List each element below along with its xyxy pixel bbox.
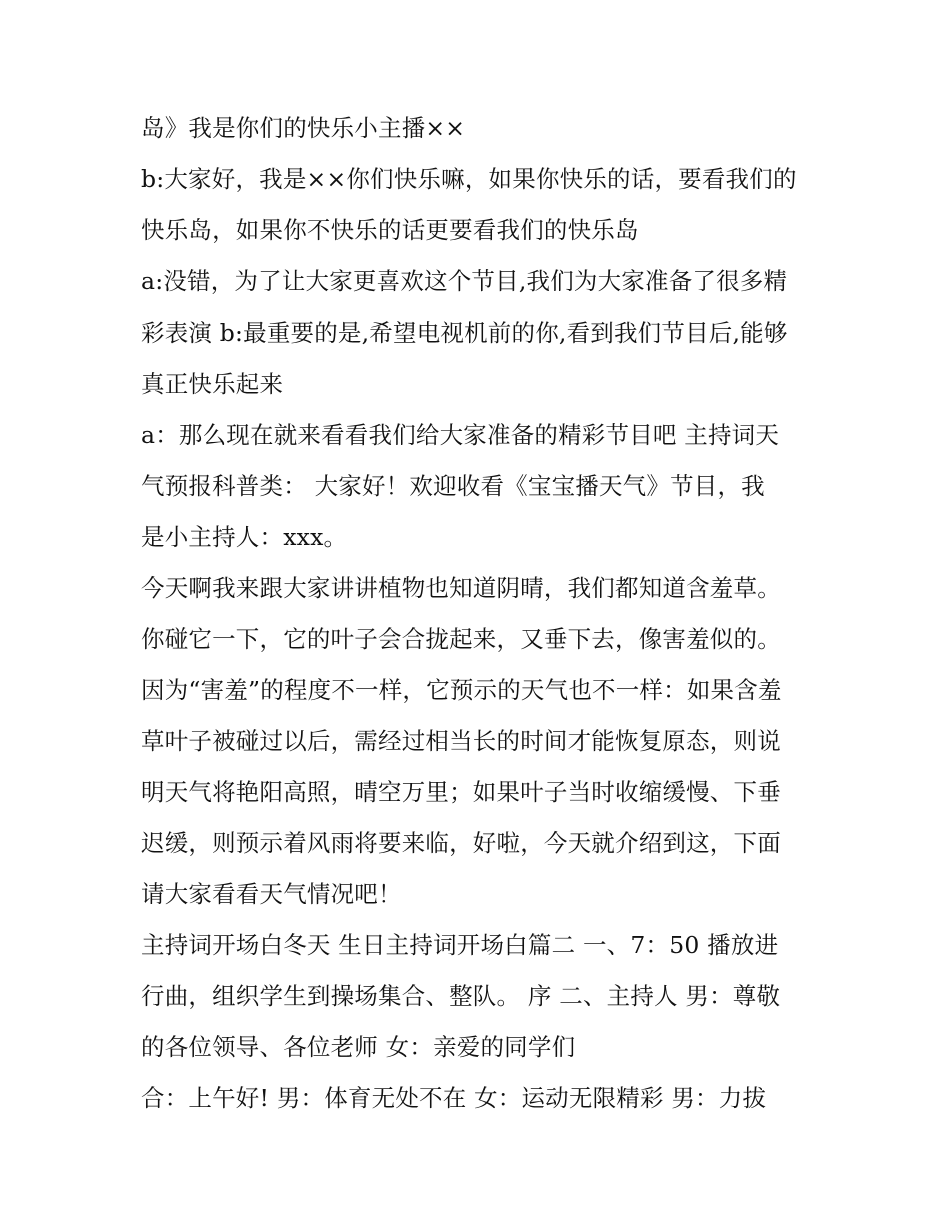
text-line: b:大家好，我是××你们快乐嘛，如果你快乐的话，要看我们的 [141, 165, 797, 193]
text-line: a：那么现在就来看看我们给大家准备的精彩节目吧 主持词天 [141, 421, 780, 449]
text-line: 明天气将艳阳高照，晴空万里；如果叶子当时收缩缓慢、下垂 [141, 778, 781, 806]
text-line: 请大家看看天气情况吧！ [141, 880, 402, 908]
text-line: 草叶子被碰过以后，需经过相当长的时间才能恢复原态，则说 [141, 727, 781, 755]
text-line: 的各位领导、各位老师 女：亲爱的同学们 [141, 1033, 576, 1061]
text-line: 今天啊我来跟大家讲讲植物也知道阴晴，我们都知道含羞草。 [141, 574, 781, 602]
text-line: a:没错，为了让大家更喜欢这个节目,我们为大家准备了很多精 [141, 267, 788, 295]
text-line: 迟缓，则预示着风雨将要来临，好啦，今天就介绍到这，下面 [141, 829, 781, 857]
text-line: 你碰它一下，它的叶子会合拢起来，又垂下去，像害羞似的。 [141, 625, 781, 653]
text-line: 快乐岛，如果你不快乐的话更要看我们的快乐岛 [141, 216, 639, 244]
text-line: 行曲，组织学生到操场集合、整队。 序 二、主持人 男：尊敬 [141, 982, 781, 1010]
text-line: 因为“害羞”的程度不一样，它预示的天气也不一样：如果含羞 [141, 676, 782, 704]
text-line: 主持词开场白冬天 生日主持词开场白篇二 一、7：50 播放进 [141, 931, 779, 959]
text-line: 真正快乐起来 [141, 370, 284, 398]
text-line: 合：上午好! 男：体育无处不在 女：运动无限精彩 男：力拔 [141, 1084, 767, 1112]
text-line: 是小主持人：xxx。 [141, 523, 348, 551]
text-line: 气预报科普类： 大家好！欢迎收看《宝宝播天气》节目，我 [141, 472, 765, 500]
text-line: 岛》我是你们的快乐小主播×× [141, 114, 466, 142]
text-line: 彩表演 b:最重要的是,希望电视机前的你,看到我们节目后,能够 [141, 319, 788, 347]
